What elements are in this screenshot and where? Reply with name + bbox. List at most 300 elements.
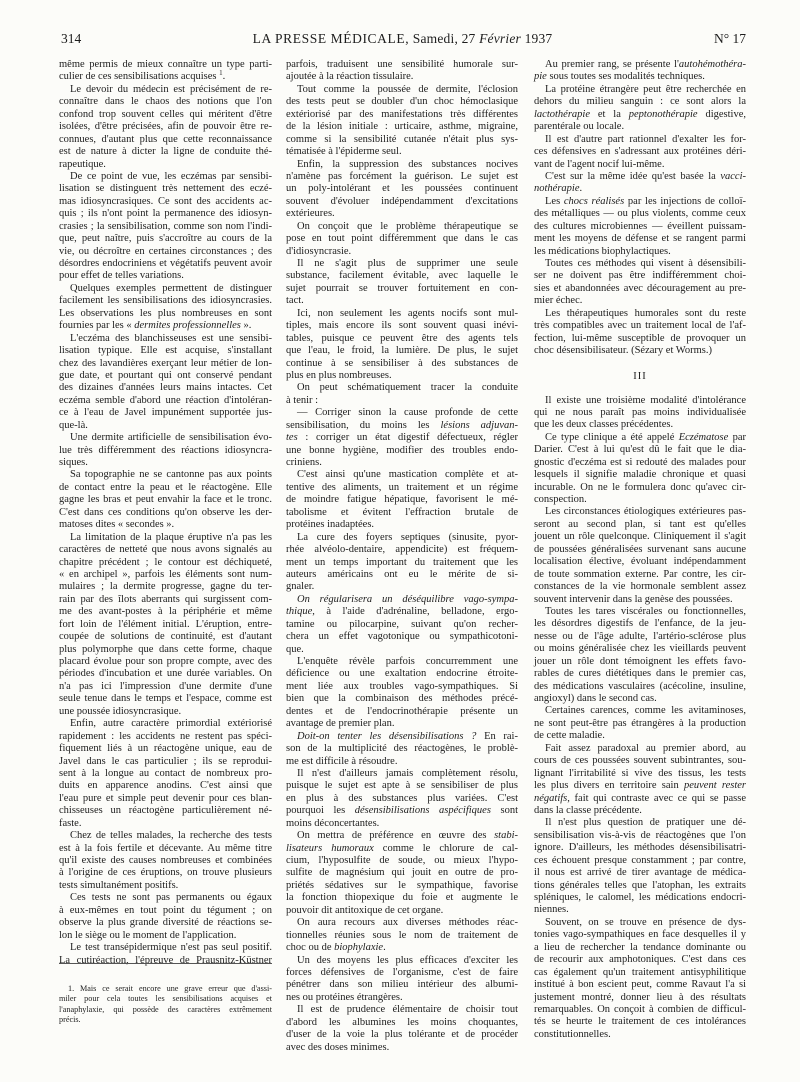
section-heading: III (633, 370, 647, 382)
text-line: Il est d'autre part rationnel d'exalter les for- (545, 133, 746, 145)
text-line: un poly-intolérant et les poussées continuent (286, 183, 518, 195)
text-line: localisation élective, évoluant indépendamment (534, 556, 746, 568)
italic-text: vacci- (720, 170, 746, 182)
text-line: tact. (286, 295, 304, 307)
text-line: de poussées généralisées survenant sans aucune (534, 543, 746, 555)
text-line: tamine ou pilocarpine, suivant qu'on recher- (286, 618, 518, 630)
italic-text: Eczématose (678, 431, 729, 443)
italic-text: peuvent rester (683, 780, 746, 792)
text-line (534, 171, 746, 183)
text-line: C'est ainsi qu'une mastication complète et at- (297, 469, 518, 481)
text-line: choc désensibilisateur. (Sézary et Worms.) (534, 345, 712, 357)
text-line (534, 780, 746, 792)
paragraph (286, 308, 518, 383)
text-line (286, 606, 518, 618)
text-line: sent à la longue au contact de nombreux pro- (59, 767, 272, 779)
text-line (534, 793, 746, 805)
paragraph (59, 333, 272, 433)
paragraph (59, 718, 272, 830)
italic-text: négatifs (534, 792, 568, 804)
italic-text: chocs réalisés (563, 195, 625, 207)
text-line: 1. Mais ce serait encore une grave erreur que d'assi- (68, 984, 272, 993)
text-line: Toutes les tares viscérales ou fonctionnelles, (545, 605, 746, 617)
italic-text: lésions adjuvan- (440, 419, 518, 431)
text-line: La limitation de la plaque éruptive n'a pas les (70, 531, 272, 543)
text-line: justement montré, donner lieu à des résultats (534, 991, 746, 1003)
paragraph (534, 817, 746, 917)
paragraph (534, 59, 746, 84)
text-line (286, 843, 518, 855)
text-line: placard évolue pour son propre compte, avec des (59, 656, 272, 667)
text-line: de cette maladie. (534, 730, 605, 742)
text-line: n'amène pas forcément la guérison. Le sujet est (286, 170, 518, 182)
paragraph (59, 469, 272, 531)
text-line: ne sont peut-être pas étrangères à la production (534, 717, 746, 729)
text-line: des médications vasculaires (acécoline, insuline, (534, 680, 746, 692)
text-line: dehors du milieu sanguin : ce sont alors la (534, 96, 746, 108)
paragraph (59, 892, 272, 942)
text-line (59, 320, 272, 332)
text-line: tions générales telles que l'atophan, les extraits (534, 879, 746, 891)
text-line: Toutes ces méthodes qui visent à désensibili- (545, 258, 746, 269)
text-run: En rai- (476, 730, 518, 742)
text-line (534, 109, 746, 121)
text-line: coupée de solutions de continuité, est d'autant (59, 631, 272, 643)
paragraph (534, 196, 746, 258)
text-line: Les observations les plus nombreuses en sont (59, 307, 272, 319)
text-line: des métalliques — ou plus violents, comme ceux (534, 208, 746, 220)
paragraph (59, 432, 272, 469)
text-line: Le test transépidermique n'est pas seul positif. (70, 942, 272, 954)
text-line: continue à se sensibiliser à des substances de (286, 357, 518, 369)
text-run: Ce type clinique a été appelé (545, 431, 679, 443)
text-line: tiples, mais encore ils sont souvent quasi inévi- (286, 320, 518, 332)
paragraph (286, 159, 518, 221)
text-line: criniens. (286, 457, 322, 468)
text-line (286, 830, 518, 842)
text-line: angioxyl) dans le second cas. (534, 693, 657, 704)
text-run: , à l'aide d'adrénaline, belladone, ergo- (312, 606, 518, 618)
text-run: sous toutes ses modalités techniques. (546, 71, 705, 83)
text-line (286, 594, 518, 606)
text-line: de recourir aux amphotoniques. C'est dans ces (534, 954, 746, 966)
text-run: par les injections de colloï- (624, 195, 746, 207)
text-line: les désordres digestifs de l'enfance, de la jeu- (534, 618, 746, 630)
text-line: siques. (59, 457, 88, 468)
text-line: me est difficile à résoudre. (286, 755, 398, 767)
paragraph (534, 395, 746, 432)
paragraph (59, 283, 272, 333)
text-line: tests simultanément positifs. (59, 879, 179, 891)
text-line: mier échec. (534, 295, 583, 307)
text-line: pénétrer dans son milieu intérieur des albumi- (286, 979, 518, 991)
italic-text: tes (286, 432, 298, 444)
text-line: vant de l'agent nocif lui-même. (534, 158, 665, 170)
text-line: une poussée idiosyncrasique. (59, 705, 182, 717)
text-run: . (579, 183, 583, 195)
italic-text: stabi- (494, 830, 518, 842)
text-run: . (222, 71, 226, 83)
text-line: C'est dans ces conditions qu'on observe les der- (59, 506, 272, 518)
paragraph (286, 469, 518, 531)
text-line: mas idiosyncrasiques. Ce sont des accidents ac- (59, 195, 272, 207)
text-line: chapitre précédent ; le contour est déchiqueté, (59, 556, 272, 568)
text-run: Au premier rang, se présente l' (545, 59, 679, 70)
italic-text: lactothérapie (534, 108, 590, 120)
italic-text: dermites professionnelles (134, 320, 241, 332)
text-line: sulfite de magnésium qui jouit en outre de pro- (286, 867, 518, 879)
paragraph (286, 830, 518, 917)
text-line: gnaler. (286, 581, 315, 593)
text-line: d'user de la voie la plus tolérante et de procéder (286, 1029, 518, 1041)
text-line: rapidement : les accidents ne restent pas spéci- (59, 730, 272, 742)
text-line: d'abord les albumines les moins choquantes, (286, 1016, 518, 1028)
text-line: ajoutée à la réaction tissulaire. (286, 71, 414, 83)
text-line: priétés sédatives sur le sympathique, favorise (286, 879, 518, 891)
text-run: sensibilisation, du moins les (286, 419, 441, 431)
text-line: son de la multiplicité des réactogènes, le problè- (286, 743, 518, 755)
text-line: lisation se distinguent très nettement des eczé- (59, 183, 272, 195)
text-line: Les circonstances étiologiques extérieures pas- (545, 506, 746, 518)
text-line: nesse ou de l'âge adulte, l'artério-sclérose plus (534, 630, 746, 642)
issue-year: 1937 (524, 31, 553, 46)
text-line: Chez de telles malades, la recherche des tests (70, 830, 272, 842)
text-line: crasies ; la sensibilisation, comme son nom l'indi- (59, 220, 272, 232)
text-line: constances de la vie hormonale semblent assez (534, 581, 746, 593)
text-line: Javel dans le cas particulier ; ils se reprodui- (59, 755, 272, 767)
text-line: même permis de mieux connaître un type parti- (59, 59, 272, 70)
paragraph (286, 731, 518, 768)
text-line: que l'eau, le froid, la lumière. De plus, le sujet (286, 345, 518, 357)
text-line: souvent intervenir dans la genèse des poussées. (534, 593, 733, 605)
text-line: auteurs américains ont eu le mérite de si- (286, 568, 518, 580)
text-line: lesquels il signifie maladie chronique et quasi (534, 469, 746, 481)
paragraph (534, 506, 746, 606)
paragraph (534, 743, 746, 818)
text-line: pour effet de telles variations. (59, 270, 184, 282)
text-line: Il est de prudence élémentaire de choisir tout (297, 1004, 518, 1016)
text-line: tés se heurte le traitement de ces intolérances (534, 1016, 746, 1028)
text-line: parfois, traduisent une sensibilité humorale sur- (286, 59, 518, 70)
text-line: duits en apparence anodins. C'est ainsi que (59, 780, 272, 792)
text-line: Quelques exemples permettent de distinguer (70, 282, 272, 294)
paragraph (286, 768, 518, 830)
italic-text: pie (534, 71, 547, 83)
text-line: comme si la sensibilité cutanée n'était plus sys- (286, 133, 518, 145)
text-column-1 (59, 59, 272, 967)
running-title (59, 30, 746, 48)
text-line: lisation typique. Elle est acquise, s'installant (59, 345, 272, 357)
text-line: à l'origine de ces éruptions, on trouve plusieurs (59, 867, 272, 879)
text-line: Fait assez paradoxal au premier abord, au (545, 742, 746, 754)
text-line: seront au second plan, si tant est qu'elles (534, 518, 746, 530)
text-line: On conçoit que le problème thérapeutique se (297, 220, 518, 232)
text-line: spléniques, le calomel, les médications endocri- (534, 892, 746, 903)
text-line: des dizaines d'années leurs mains intactes. Cet (59, 382, 272, 394)
text-line: seule tenue dans le temps et l'espace, comme est (59, 693, 272, 705)
paragraph (286, 917, 518, 954)
text-line: tables, puisque ce peuvent être des agents tels (286, 332, 518, 344)
text-line: dentes et de l'endocrinothérapie présente un (286, 705, 518, 717)
text-run: les plus divers en territoire sain (534, 780, 684, 792)
italic-text: biophylaxie (334, 942, 384, 954)
text-line: L'eczéma des blanchisseuses est une sensibi- (70, 332, 272, 344)
text-line: caractères de netteté que nous avons signalés au (59, 544, 272, 556)
text-run: comme le chlorure de cal- (373, 842, 519, 854)
text-line (286, 420, 518, 432)
text-run: C'est sur la même idée qu'est basée la (545, 170, 721, 182)
text-line: La cutiréaction, l'épreuve de Prausnitz-Küstner (59, 954, 272, 966)
text-line (534, 196, 746, 208)
text-line: puisque le sujet est apte à se sensibiliser de plus (286, 780, 518, 792)
text-column-2 (286, 59, 518, 1054)
paragraph (534, 917, 746, 1041)
text-line: cours de ces poussées souvent subintrantes, sou- (534, 755, 746, 767)
text-line: rapeutique. (59, 158, 106, 170)
text-line: conspection. (534, 494, 587, 505)
paragraph (534, 606, 746, 706)
text-line (534, 183, 746, 195)
text-line: gue date, et pourtant qui ont conservé pendant (59, 369, 272, 381)
text-line: Certaines carences, comme les avitaminoses, (545, 705, 746, 717)
text-line: eczéma semble d'abord une réaction d'intoléran- (59, 394, 272, 406)
text-run: pourquoi les (286, 805, 355, 817)
text-line: matoses dites « secondes ». (59, 519, 175, 531)
text-line: des tests peut se doubler d'un choc hémoclasique (286, 96, 518, 108)
text-run: par (728, 431, 746, 443)
text-line: connaître dans le chaos des notions que l'on (59, 96, 272, 108)
paragraph (59, 532, 272, 719)
text-line: périodes d'incubation et une durée variables. On (59, 668, 272, 680)
text-line: tentive des aliments, un traitement et un régime (286, 481, 518, 493)
text-line: Il ne s'agit plus de supprimer une seule (297, 258, 518, 269)
paragraph (534, 705, 746, 742)
paragraph (286, 221, 518, 258)
text-line: l'eau pure et simple peut devenir pour ces blan- (59, 792, 272, 804)
text-run: On mettra de préférence en œuvre des (297, 830, 495, 842)
text-line: que, peut naître, puis s'accroître au cours de la (59, 233, 272, 245)
text-line: l'anaphylaxie, qui possède des caractères extrêmement (59, 1004, 272, 1014)
text-line: de contact entre la peau et le réactogène. Elle (59, 481, 272, 493)
text-line: constitutionnelles. (534, 1028, 611, 1040)
text-line: que. (286, 643, 304, 655)
text-line: de la lésion initiale : urticaire, asthme, migraine, (286, 121, 518, 133)
paragraph (286, 532, 518, 594)
text-run: et la (590, 108, 629, 120)
text-line: n'a pas ici l'impression d'une dermite d'une (59, 680, 272, 692)
text-line: est de nature à dicter la ligne de conduite thé- (59, 146, 272, 158)
text-line: connues, d'autant plus que cette reconnaissance (59, 133, 272, 145)
paragraph (286, 656, 518, 731)
footnote (59, 984, 272, 1025)
text-line: désordres endocriniens et végétatifs peuvent avoir (59, 258, 272, 269)
text-line: Darier. C'est à lui qu'est dû le fait que le dia- (534, 444, 746, 456)
text-run: ». (240, 320, 252, 332)
paragraph (286, 407, 518, 469)
issue-weekday: Samedi, (412, 31, 459, 46)
italic-text: autohémothéra- (678, 59, 746, 70)
text-line: Il n'est plus question de pratiquer une dé- (545, 817, 746, 829)
text-line: de toute sommation externe. Par contre, les cir- (534, 568, 746, 580)
text-line: très compatibles avec un traitement local de l'af- (534, 320, 746, 332)
text-line: à eux-mêmes en tout point du tégument ; on (59, 904, 272, 916)
text-line: chez des lavandières exerçant leur métier de lon- (59, 357, 272, 369)
text-run: choc ou de (286, 942, 335, 954)
text-line: avec des doses minimes. (286, 1041, 390, 1053)
text-line: moins déconcertantes. (286, 817, 380, 829)
text-line: ser ne doivent pas être indifféremment choi- (534, 270, 746, 282)
italic-text: On régularisera un déséquilibre vago-sympa- (297, 593, 518, 605)
text-line (59, 71, 272, 83)
text-line: une bonne hygiène, modifier des troubles endo- (286, 444, 518, 456)
text-line: gnostic d'eczéma est si redouté des malades pour (534, 456, 746, 468)
text-line: fection, lui-même susceptible de provoquer un (534, 332, 746, 344)
italic-text: peptonothérapie (628, 108, 698, 120)
text-line: cium, l'hyposulfite de soude, ou mieux l'hypo- (286, 855, 518, 866)
text-line: la fonction thiopexique du foie et augmente le (286, 892, 518, 904)
text-line: sensibilisation vis-à-vis de réactogènes que l'on (534, 829, 746, 841)
text-line: des cultures microbiennes — éveillent puissam- (534, 220, 746, 232)
text-line: a lieu de rechercher la tendance dominante ou (534, 941, 746, 953)
text-line: Le devoir du médecin est précisément de re- (70, 83, 272, 95)
text-column-3 (534, 59, 746, 1041)
paragraph (534, 258, 746, 308)
text-line: dans la classe précédente. (534, 804, 642, 816)
text-line: extériorisé par des manifestations très différentes (286, 108, 518, 120)
paragraph (286, 84, 518, 159)
text-line: les médications biophylactiques. (534, 245, 671, 257)
issue-month: Février (479, 31, 521, 46)
text-line: « en archipel », parfois les éléments sont num- (59, 568, 272, 580)
text-line: ment un temps important du traitement que les (286, 556, 518, 568)
text-line: On peut schématiquement tracer la conduite (297, 382, 518, 394)
text-line: tabolisme et évitent l'effraction brutale de (286, 506, 518, 518)
text-line: lue très différemment des réactions idiosyncra- (59, 444, 272, 456)
text-line: plus en plus nombreuses. (286, 369, 392, 381)
text-line: en plus à des substances plus variées. C'est (286, 792, 518, 804)
text-line: que-là. (59, 419, 88, 431)
text-run: digestive, (697, 108, 746, 120)
journal-name: LA PRESSE MÉDICALE, (252, 31, 410, 46)
italic-text: lisateurs humoraux (286, 842, 374, 854)
italic-text: nothérapie (534, 183, 580, 195)
text-line: Un des moyens les plus efficaces d'exciter les (297, 954, 518, 966)
paragraph (534, 134, 746, 171)
text-line: précis. (59, 1014, 81, 1024)
paragraph (534, 308, 746, 358)
text-line: cas également qu'un traitement antisyphilitique (534, 966, 746, 978)
italic-text: thique (286, 606, 313, 618)
text-line (286, 432, 518, 444)
text-run: sont (490, 805, 518, 817)
text-line (534, 432, 746, 444)
text-line: ou moins généralisée chez les vieillards peuvent (534, 643, 746, 655)
text-line: La cure des foyers septiques (sinusite, pyor- (297, 531, 518, 543)
text-line: avantage de premier plan. (286, 718, 395, 730)
text-line (286, 805, 518, 817)
text-line: ignore. D'ailleurs, les méthodes désensibilisatri- (534, 842, 746, 854)
text-line: quis ; ils n'ont point la permanence des idiosyn- (59, 208, 272, 220)
paragraph (286, 594, 518, 656)
paragraph (59, 171, 272, 283)
text-line: rhée alvéolo-dentaire, appendicite) est fréquem- (286, 544, 518, 556)
text-line: Ici, non seulement les agents nocifs sont mul- (297, 307, 518, 319)
text-run: . (383, 942, 386, 954)
text-run: Les (545, 195, 564, 207)
text-line: bien que la combinaison des méthodes précé- (286, 693, 518, 705)
text-line: Il n'est d'ailleurs jamais complètement résolu, (297, 767, 518, 779)
paragraph (286, 258, 518, 308)
text-line: à tenir : (286, 394, 319, 406)
running-header (59, 30, 746, 48)
footnote-separator (59, 963, 272, 964)
page-number: 314 (61, 31, 82, 46)
text-line: rables de cures diététiques dans le premier cas, (534, 668, 746, 680)
paragraph (286, 382, 518, 407)
paragraph (534, 84, 746, 134)
text-run: : corriger un état digestif défectueux, régler (297, 432, 518, 444)
text-line: faste. (59, 817, 82, 829)
italic-text: Doit-on tenter les désensibilisations ? (297, 730, 477, 742)
text-line (534, 59, 746, 71)
text-line: pouvoir dit antitoxique de cet organe. (286, 904, 444, 916)
text-line: fort loin de l'élément initial. L'éruption, entre- (59, 618, 272, 630)
text-line: Sa topographie ne se cantonne pas aux points (70, 469, 272, 481)
text-line (286, 942, 518, 954)
text-line: isolées, d'être précisées, afin de pouvoir être re- (59, 121, 272, 133)
paragraph (59, 830, 272, 892)
text-line: de moindre fatigue hépatique, favorisent le mé- (286, 494, 518, 506)
text-line: chisseuses un réactogène particulièrement né- (59, 805, 272, 817)
text-line: sujet pourrait se trouver fortuitement en con- (286, 282, 518, 294)
text-line: souvent d'évoluer indépendamment d'excitations (286, 195, 518, 207)
paragraph (59, 59, 272, 84)
footnote-marker: 1 (219, 69, 223, 78)
text-line: qu'il existe des causes nombreuses et combinées (59, 855, 272, 866)
text-line: confond trop souvent celles qui méritent d'être (59, 108, 272, 120)
text-line: est à la fois fertile et décevante. Au même titre (59, 842, 272, 854)
text-line: tématisée à l'épiderme seul. (286, 146, 402, 158)
text-line: Enfin, autre caractère primordial extériorisé (70, 718, 272, 730)
text-line: pose en tout point différemment que dans le cas (286, 233, 518, 245)
text-line: il nous est arrivé de tirer avantage de médica- (534, 867, 746, 879)
text-line: ce à l'eau de Javel impunément supportée jus- (59, 407, 272, 419)
text-line: observe la plus grande diversité de réactions se- (59, 917, 272, 929)
paragraph (286, 955, 518, 1005)
text-line: facilement les sensibilisations des idiosyncrasies. (59, 295, 272, 307)
paragraph (59, 84, 272, 171)
text-run: , fait qui contraste avec ce qui se passe (567, 792, 746, 804)
issue-day: 27 (461, 31, 476, 46)
text-line: tionnelles réunies sous le nom de traitement de (286, 929, 518, 941)
text-line: ces échouent presque constamment ; par contre, (534, 854, 746, 866)
text-line: — Corriger sinon la cause profonde de cette (297, 407, 518, 419)
text-line: chera un effet vagotonique ou sympathicotoni- (286, 631, 518, 643)
text-run: fournies par les « (59, 320, 135, 332)
text-line: forces défensives de l'organisme, c'est de faire (286, 966, 518, 978)
text-line (286, 731, 518, 743)
text-line: fiquement liés à un réactogène unique, eau de (59, 743, 272, 755)
text-line: mulaires ; la dermite progresse, gagne du ter- (59, 581, 272, 593)
text-line: extérieures. (286, 208, 335, 220)
text-line: vie, ou décroître en certaines circonstances ; des (59, 245, 272, 257)
text-line: me des avant-postes à la périphérie et même (59, 606, 272, 618)
text-line: ment les moyens de défense et se rangent parmi (534, 233, 746, 245)
text-line: lon le siège ou le moment de l'application. (59, 929, 237, 941)
paragraph (534, 432, 746, 507)
text-line: jouent un rôle quelconque. Cliniquement il s'agit (534, 531, 746, 543)
text-line: d'idiosyncrasie. (286, 245, 352, 257)
